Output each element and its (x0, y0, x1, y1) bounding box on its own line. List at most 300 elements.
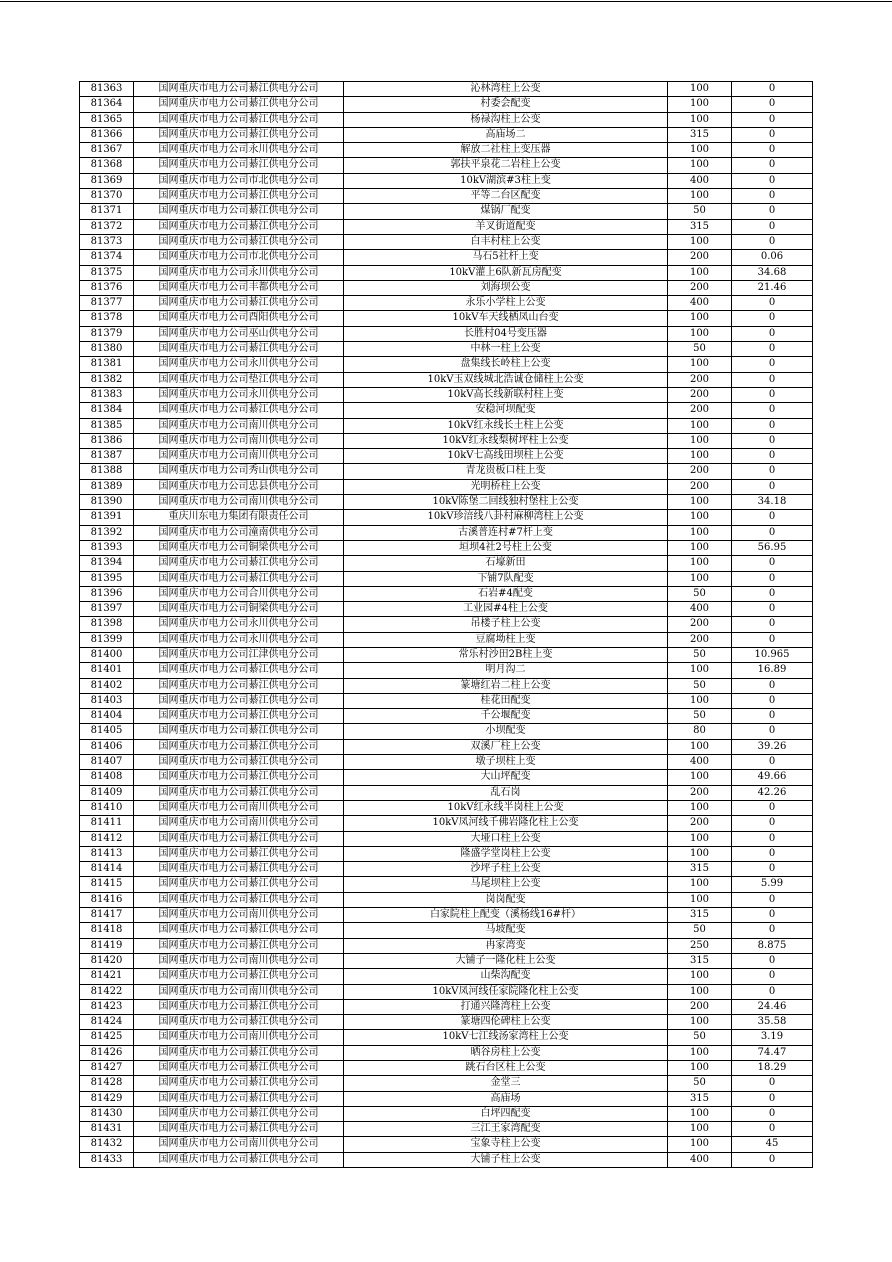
company-cell: 国网重庆市电力公司綦江供电分公司 (134, 296, 344, 311)
table-row (80, 739, 813, 754)
value-cell: 0 (732, 693, 813, 708)
capacity-cell: 100 (668, 525, 732, 540)
capacity-cell: 50 (668, 342, 732, 357)
value-cell: 10.965 (732, 647, 813, 662)
table-row (80, 250, 813, 265)
row-number-cell: 81384 (80, 403, 134, 418)
company-cell: 国网重庆市电力公司铜梁供电分公司 (134, 602, 344, 617)
table-row (80, 1061, 813, 1076)
row-number-cell: 81407 (80, 755, 134, 770)
station-name-cell: 千公堰配变 (344, 709, 668, 724)
station-name-cell: 乱石岗 (344, 785, 668, 800)
row-number-cell: 81430 (80, 1106, 134, 1121)
capacity-cell: 200 (668, 372, 732, 387)
capacity-cell: 315 (668, 219, 732, 234)
table-row (80, 571, 813, 586)
table-row (80, 173, 813, 188)
value-cell: 0 (732, 82, 813, 97)
station-name-cell: 工业园#4柱上公变 (344, 602, 668, 617)
station-name-cell: 墩子坝柱上变 (344, 755, 668, 770)
company-cell: 国网重庆市电力公司江津供电分公司 (134, 647, 344, 662)
station-name-cell: 煤锅厂配变 (344, 204, 668, 219)
station-name-cell: 豆腐坳柱上变 (344, 632, 668, 647)
table-row (80, 1152, 813, 1167)
table-row (80, 770, 813, 785)
row-number-cell: 81394 (80, 556, 134, 571)
capacity-cell: 315 (668, 908, 732, 923)
station-name-cell: 高庙场 (344, 1091, 668, 1106)
row-number-cell: 81404 (80, 709, 134, 724)
row-number-cell: 81425 (80, 1030, 134, 1045)
company-cell: 国网重庆市电力公司綦江供电分公司 (134, 862, 344, 877)
value-cell: 0 (732, 112, 813, 127)
value-cell: 0 (732, 632, 813, 647)
company-cell: 国网重庆市电力公司綦江供电分公司 (134, 571, 344, 586)
value-cell: 0 (732, 357, 813, 372)
company-cell: 国网重庆市电力公司綦江供电分公司 (134, 403, 344, 418)
station-name-cell: 马坡配变 (344, 923, 668, 938)
value-cell: 49.66 (732, 770, 813, 785)
company-cell: 国网重庆市电力公司市北供电分公司 (134, 173, 344, 188)
company-cell: 国网重庆市电力公司綦江供电分公司 (134, 739, 344, 754)
station-name-cell: 石壕新田 (344, 556, 668, 571)
company-cell: 国网重庆市电力公司綦江供电分公司 (134, 1091, 344, 1106)
row-number-cell: 81391 (80, 510, 134, 525)
capacity-cell: 100 (668, 984, 732, 999)
row-number-cell: 81387 (80, 449, 134, 464)
capacity-cell: 50 (668, 923, 732, 938)
table-row (80, 280, 813, 295)
company-cell: 国网重庆市电力公司南川供电分公司 (134, 908, 344, 923)
value-cell: 0 (732, 724, 813, 739)
station-name-cell: 羊叉街道配变 (344, 219, 668, 234)
capacity-cell: 100 (668, 495, 732, 510)
company-cell: 国网重庆市电力公司铜梁供电分公司 (134, 540, 344, 555)
station-name-cell: 岗岗配变 (344, 892, 668, 907)
capacity-cell: 100 (668, 892, 732, 907)
company-cell: 国网重庆市电力公司南川供电分公司 (134, 800, 344, 815)
company-cell: 国网重庆市电力公司綦江供电分公司 (134, 342, 344, 357)
company-cell: 国网重庆市电力公司綦江供电分公司 (134, 938, 344, 953)
table-row (80, 556, 813, 571)
value-cell: 0 (732, 326, 813, 341)
row-number-cell: 81393 (80, 540, 134, 555)
value-cell: 0 (732, 387, 813, 402)
station-name-cell: 晒谷房柱上公变 (344, 1045, 668, 1060)
company-cell: 国网重庆市电力公司綦江供电分公司 (134, 678, 344, 693)
capacity-cell: 100 (668, 846, 732, 861)
table-row (80, 678, 813, 693)
company-cell: 国网重庆市电力公司忠县供电分公司 (134, 479, 344, 494)
row-number-cell: 81364 (80, 97, 134, 112)
value-cell: 0 (732, 311, 813, 326)
station-name-cell: 马石5社杆上变 (344, 250, 668, 265)
table-row (80, 1106, 813, 1121)
value-cell: 0 (732, 1122, 813, 1137)
capacity-cell: 100 (668, 556, 732, 571)
table-row (80, 311, 813, 326)
table-row (80, 372, 813, 387)
row-number-cell: 81433 (80, 1152, 134, 1167)
company-cell: 国网重庆市电力公司綦江供电分公司 (134, 1106, 344, 1121)
row-number-cell: 81395 (80, 571, 134, 586)
value-cell: 0 (732, 296, 813, 311)
capacity-cell: 100 (668, 1045, 732, 1060)
company-cell: 国网重庆市电力公司綦江供电分公司 (134, 724, 344, 739)
row-number-cell: 81418 (80, 923, 134, 938)
value-cell: 3.19 (732, 1030, 813, 1045)
row-number-cell: 81366 (80, 127, 134, 142)
station-name-cell: 10kV高长线新联村柱上变 (344, 387, 668, 402)
company-cell: 国网重庆市电力公司南川供电分公司 (134, 953, 344, 968)
value-cell: 0 (732, 464, 813, 479)
table-row (80, 862, 813, 877)
station-name-cell: 金堂三 (344, 1076, 668, 1091)
company-cell: 国网重庆市电力公司南川供电分公司 (134, 1137, 344, 1152)
capacity-cell: 100 (668, 1061, 732, 1076)
value-cell: 0 (732, 969, 813, 984)
value-cell: 24.46 (732, 999, 813, 1014)
table-row (80, 189, 813, 204)
capacity-cell: 200 (668, 464, 732, 479)
row-number-cell: 81421 (80, 969, 134, 984)
table-row (80, 1045, 813, 1060)
row-number-cell: 81413 (80, 846, 134, 861)
table-row (80, 877, 813, 892)
company-cell: 国网重庆市电力公司綦江供电分公司 (134, 219, 344, 234)
table-row (80, 219, 813, 234)
row-number-cell: 81368 (80, 158, 134, 173)
station-name-cell: 白坪四配变 (344, 1106, 668, 1121)
station-name-cell: 10kV湖滨#3柱上变 (344, 173, 668, 188)
row-number-cell: 81428 (80, 1076, 134, 1091)
capacity-cell: 100 (668, 418, 732, 433)
capacity-cell: 100 (668, 969, 732, 984)
company-cell: 国网重庆市电力公司綦江供电分公司 (134, 112, 344, 127)
table-row (80, 495, 813, 510)
value-cell: 5.99 (732, 877, 813, 892)
table-row (80, 204, 813, 219)
station-name-cell: 宝象寺柱上公变 (344, 1137, 668, 1152)
company-cell: 国网重庆市电力公司綦江供电分公司 (134, 97, 344, 112)
station-name-cell: 古溪普连村#7杆上变 (344, 525, 668, 540)
row-number-cell: 81409 (80, 785, 134, 800)
table-row (80, 938, 813, 953)
value-cell: 0 (732, 617, 813, 632)
capacity-cell: 200 (668, 999, 732, 1014)
value-cell: 45 (732, 1137, 813, 1152)
station-name-cell: 10kV陈堡二回线独村堡柱上公变 (344, 495, 668, 510)
station-name-cell: 高庙场二 (344, 127, 668, 142)
table-row (80, 785, 813, 800)
value-cell: 0 (732, 571, 813, 586)
row-number-cell: 81414 (80, 862, 134, 877)
table-row (80, 953, 813, 968)
row-number-cell: 81367 (80, 143, 134, 158)
capacity-cell: 315 (668, 127, 732, 142)
capacity-cell: 100 (668, 663, 732, 678)
table-row (80, 540, 813, 555)
capacity-cell: 200 (668, 785, 732, 800)
company-cell: 国网重庆市电力公司永川供电分公司 (134, 265, 344, 280)
value-cell: 0 (732, 234, 813, 249)
table-row (80, 724, 813, 739)
station-name-cell: 沙坪子柱上公变 (344, 862, 668, 877)
row-number-cell: 81388 (80, 464, 134, 479)
company-cell: 国网重庆市电力公司綦江供电分公司 (134, 877, 344, 892)
company-cell: 国网重庆市电力公司綦江供电分公司 (134, 663, 344, 678)
company-cell: 国网重庆市电力公司南川供电分公司 (134, 984, 344, 999)
station-name-cell: 双溪厂柱上公变 (344, 739, 668, 754)
capacity-cell: 100 (668, 1137, 732, 1152)
station-name-cell: 解放二社柱上变压器 (344, 143, 668, 158)
row-number-cell: 81399 (80, 632, 134, 647)
value-cell: 0 (732, 204, 813, 219)
value-cell: 74.47 (732, 1045, 813, 1060)
value-cell: 0 (732, 755, 813, 770)
company-cell: 国网重庆市电力公司綦江供电分公司 (134, 1015, 344, 1030)
row-number-cell: 81424 (80, 1015, 134, 1030)
table-row (80, 127, 813, 142)
value-cell: 34.18 (732, 495, 813, 510)
company-cell: 国网重庆市电力公司綦江供电分公司 (134, 556, 344, 571)
company-cell: 国网重庆市电力公司永川供电分公司 (134, 143, 344, 158)
capacity-cell: 200 (668, 816, 732, 831)
value-cell: 0 (732, 219, 813, 234)
capacity-cell: 200 (668, 617, 732, 632)
value-cell: 18.29 (732, 1061, 813, 1076)
value-cell: 0 (732, 862, 813, 877)
row-number-cell: 81379 (80, 326, 134, 341)
value-cell: 0 (732, 816, 813, 831)
company-cell: 国网重庆市电力公司綦江供电分公司 (134, 1152, 344, 1167)
company-cell: 国网重庆市电力公司綦江供电分公司 (134, 158, 344, 173)
capacity-cell: 315 (668, 953, 732, 968)
row-number-cell: 81373 (80, 234, 134, 249)
table-row (80, 617, 813, 632)
station-name-cell: 下铺7队配变 (344, 571, 668, 586)
capacity-cell: 315 (668, 1091, 732, 1106)
company-cell: 国网重庆市电力公司綦江供电分公司 (134, 770, 344, 785)
value-cell: 0 (732, 908, 813, 923)
table-row (80, 984, 813, 999)
station-name-cell: 小坝配变 (344, 724, 668, 739)
company-cell: 国网重庆市电力公司綦江供电分公司 (134, 969, 344, 984)
capacity-cell: 100 (668, 540, 732, 555)
value-cell: 21.46 (732, 280, 813, 295)
row-number-cell: 81369 (80, 173, 134, 188)
capacity-cell: 200 (668, 632, 732, 647)
company-cell: 重庆川东电力集团有限责任公司 (134, 510, 344, 525)
value-cell: 0 (732, 127, 813, 142)
capacity-cell: 400 (668, 1152, 732, 1167)
company-cell: 国网重庆市电力公司綦江供电分公司 (134, 1076, 344, 1091)
company-cell: 国网重庆市电力公司綦江供电分公司 (134, 831, 344, 846)
capacity-cell: 50 (668, 586, 732, 601)
station-name-cell: 10kV红永线长土柱上公变 (344, 418, 668, 433)
row-number-cell: 81380 (80, 342, 134, 357)
station-name-cell: 常乐村沙田2B柱上变 (344, 647, 668, 662)
capacity-cell: 100 (668, 97, 732, 112)
company-cell: 国网重庆市电力公司南川供电分公司 (134, 449, 344, 464)
station-name-cell: 大铺子柱上公变 (344, 1152, 668, 1167)
row-number-cell: 81427 (80, 1061, 134, 1076)
company-cell: 国网重庆市电力公司南川供电分公司 (134, 1030, 344, 1045)
capacity-cell: 100 (668, 1122, 732, 1137)
company-cell: 国网重庆市电力公司綦江供电分公司 (134, 999, 344, 1014)
company-cell: 国网重庆市电力公司綦江供电分公司 (134, 82, 344, 97)
capacity-cell: 100 (668, 143, 732, 158)
row-number-cell: 81429 (80, 1091, 134, 1106)
station-name-cell: 马尾坝柱上公变 (344, 877, 668, 892)
row-number-cell: 81402 (80, 678, 134, 693)
station-name-cell: 篆塘红岩二柱上公变 (344, 678, 668, 693)
capacity-cell: 100 (668, 571, 732, 586)
row-number-cell: 81385 (80, 418, 134, 433)
value-cell: 0 (732, 189, 813, 204)
company-cell: 国网重庆市电力公司綦江供电分公司 (134, 1061, 344, 1076)
table-row (80, 892, 813, 907)
station-name-cell: 打通兴隆湾柱上公变 (344, 999, 668, 1014)
capacity-cell: 100 (668, 1015, 732, 1030)
table-row (80, 143, 813, 158)
capacity-cell: 100 (668, 877, 732, 892)
row-number-cell: 81406 (80, 739, 134, 754)
value-cell: 0 (732, 449, 813, 464)
value-cell: 0 (732, 342, 813, 357)
row-number-cell: 81363 (80, 82, 134, 97)
station-name-cell: 青龙贵板口柱上变 (344, 464, 668, 479)
row-number-cell: 81381 (80, 357, 134, 372)
row-number-cell: 81370 (80, 189, 134, 204)
value-cell: 0 (732, 1106, 813, 1121)
station-name-cell: 垣坝4社2号柱上公变 (344, 540, 668, 555)
capacity-cell: 400 (668, 296, 732, 311)
value-cell: 0 (732, 173, 813, 188)
row-number-cell: 81417 (80, 908, 134, 923)
value-cell: 8.875 (732, 938, 813, 953)
value-cell: 0 (732, 372, 813, 387)
station-name-cell: 刘海坝公变 (344, 280, 668, 295)
value-cell: 0 (732, 525, 813, 540)
station-name-cell: 吊楼子柱上公变 (344, 617, 668, 632)
value-cell: 0 (732, 143, 813, 158)
table-row (80, 693, 813, 708)
table-row (80, 663, 813, 678)
capacity-cell: 50 (668, 709, 732, 724)
capacity-cell: 100 (668, 158, 732, 173)
table-row (80, 632, 813, 647)
row-number-cell: 81420 (80, 953, 134, 968)
row-number-cell: 81396 (80, 586, 134, 601)
station-name-cell: 盘集线长岭柱上公变 (344, 357, 668, 372)
table-row (80, 97, 813, 112)
company-cell: 国网重庆市电力公司綦江供电分公司 (134, 234, 344, 249)
company-cell: 国网重庆市电力公司永川供电分公司 (134, 617, 344, 632)
station-name-cell: 大山坪配变 (344, 770, 668, 785)
value-cell: 0 (732, 602, 813, 617)
company-cell: 国网重庆市电力公司丰都供电分公司 (134, 280, 344, 295)
table-row (80, 1030, 813, 1045)
company-cell: 国网重庆市电力公司合川供电分公司 (134, 586, 344, 601)
row-number-cell: 81365 (80, 112, 134, 127)
table-row (80, 908, 813, 923)
company-cell: 国网重庆市电力公司南川供电分公司 (134, 433, 344, 448)
capacity-cell: 100 (668, 510, 732, 525)
table-row (80, 112, 813, 127)
station-name-cell: 10kV七江线汤家湾柱上公变 (344, 1030, 668, 1045)
value-cell: 0 (732, 709, 813, 724)
capacity-cell: 100 (668, 112, 732, 127)
table-row (80, 846, 813, 861)
table-row (80, 418, 813, 433)
value-cell: 0 (732, 1152, 813, 1167)
value-cell: 0 (732, 984, 813, 999)
capacity-cell: 200 (668, 479, 732, 494)
capacity-cell: 100 (668, 265, 732, 280)
row-number-cell: 81383 (80, 387, 134, 402)
table-row (80, 158, 813, 173)
capacity-cell: 100 (668, 433, 732, 448)
station-name-cell: 村委会配变 (344, 97, 668, 112)
table-row (80, 1076, 813, 1091)
value-cell: 0 (732, 1091, 813, 1106)
row-number-cell: 81378 (80, 311, 134, 326)
station-name-cell: 白家院柱上配变（溪杨线16#杆） (344, 908, 668, 923)
value-cell: 0 (732, 800, 813, 815)
table-row (80, 326, 813, 341)
station-name-cell: 跳石台区柱上公变 (344, 1061, 668, 1076)
capacity-cell: 100 (668, 311, 732, 326)
station-name-cell: 10kV玉双线城北浩诚仓储柱上公变 (344, 372, 668, 387)
station-name-cell: 大铺子一隆化柱上公变 (344, 953, 668, 968)
company-cell: 国网重庆市电力公司巫山供电分公司 (134, 326, 344, 341)
value-cell: 34.68 (732, 265, 813, 280)
value-cell: 0 (732, 846, 813, 861)
company-cell: 国网重庆市电力公司南川供电分公司 (134, 418, 344, 433)
station-name-cell: 篆塘四伦碑柱上公变 (344, 1015, 668, 1030)
row-number-cell: 81401 (80, 663, 134, 678)
value-cell: 16.89 (732, 663, 813, 678)
value-cell: 39.26 (732, 739, 813, 754)
table-row (80, 586, 813, 601)
capacity-cell: 100 (668, 739, 732, 754)
row-number-cell: 81386 (80, 433, 134, 448)
value-cell: 0 (732, 433, 813, 448)
company-cell: 国网重庆市电力公司綦江供电分公司 (134, 755, 344, 770)
table-row (80, 1137, 813, 1152)
value-cell: 0 (732, 479, 813, 494)
capacity-cell: 100 (668, 82, 732, 97)
company-cell: 国网重庆市电力公司綦江供电分公司 (134, 204, 344, 219)
company-cell: 国网重庆市电力公司綦江供电分公司 (134, 693, 344, 708)
value-cell: 0 (732, 1076, 813, 1091)
station-name-cell: 沁林湾柱上公变 (344, 82, 668, 97)
row-number-cell: 81408 (80, 770, 134, 785)
station-name-cell: 明月沟二 (344, 663, 668, 678)
value-cell: 0 (732, 403, 813, 418)
capacity-cell: 200 (668, 387, 732, 402)
table-row (80, 923, 813, 938)
station-name-cell: 10kV车天线栖凤山台变 (344, 311, 668, 326)
table-row (80, 709, 813, 724)
value-cell: 0 (732, 953, 813, 968)
company-cell: 国网重庆市电力公司綦江供电分公司 (134, 189, 344, 204)
capacity-cell: 50 (668, 1030, 732, 1045)
row-number-cell: 81405 (80, 724, 134, 739)
company-cell: 国网重庆市电力公司綦江供电分公司 (134, 785, 344, 800)
table-row (80, 433, 813, 448)
